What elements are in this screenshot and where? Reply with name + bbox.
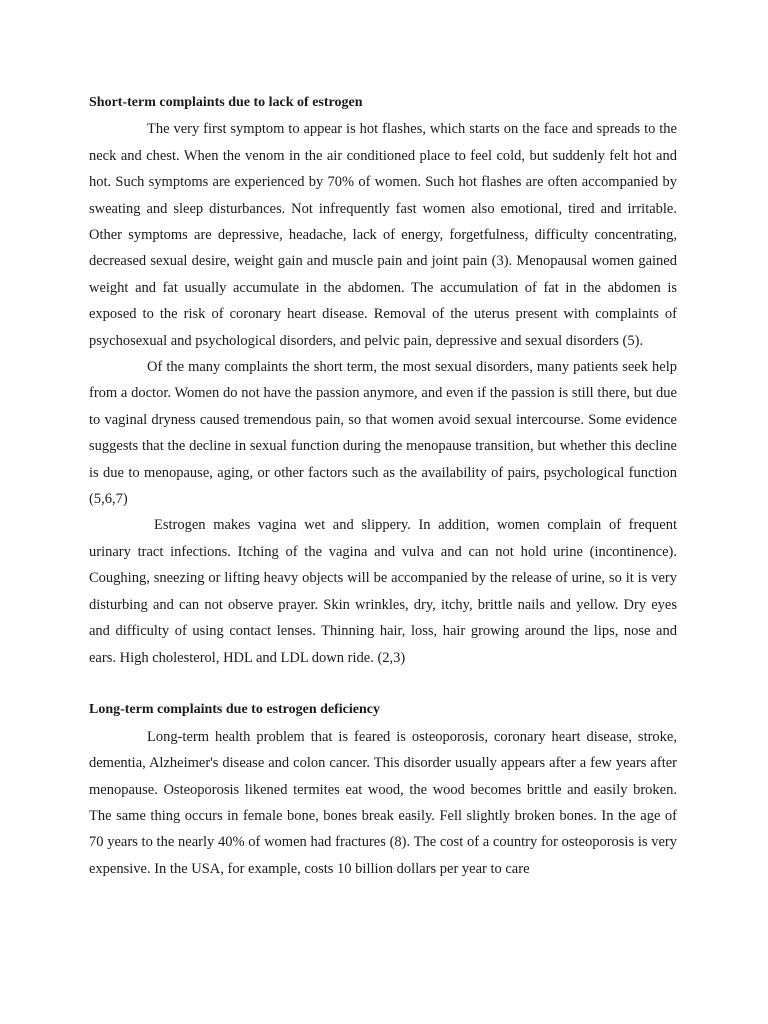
document-body [89,90,677,882]
paragraph-estrogen-effects: Estrogen makes vagina wet and slippery. In addition, women complain of frequent urinary tract infections. Itching of the vagina and vulva and can not hold urine (incontinence). Coughing, sneezing or lifting heavy objects will be accompanied by the release of urine, so it is very disturbing and can not observe prayer. Skin wrinkles, dry, itchy, brittle nails and yellow. Dry eyes and difficulty of using contact lenses. Thinning hair, loss, hair growing around the lips, nose and ears. High cholesterol, HDL and LDL down ride. (2,3) [89,517,677,666]
paragraph-hot-flashes: The very first symptom to appear is hot flashes, which starts on the face and spreads to the neck and chest. When the venom in the air conditioned place to feel cold, but suddenly felt hot and hot. Such symptoms are experienced by 70% of women. Such hot flashes are often accompanied by sweating and sleep disturbances. Not infrequently fast women also emotional, tired and irritable. Other symptoms are depressive, headache, lack of energy, forgetfulness, difficulty concentrating, decreased sexual desire, weight gain and muscle pain and joint pain (3). Menopausal women gained weight and fat usually accumulate in the abdomen. The accumulation of fat in the abdomen is exposed to the risk of coronary heart disease. Removal of the uterus present with complaints of psychosexual and psychological disorders, and pelvic pain, depressive and sexual disorders (5). [89,121,677,349]
section-spacer [89,671,677,697]
paragraph-osteoporosis: Long-term health problem that is feared is osteoporosis, coronary heart disease, stroke, dementia, Alzheimer's disease and colon cancer. This disorder usually appears after a few years after menopause. Osteoporosis likened termites eat wood, the wood becomes brittle and easily broken. The same thing occurs in female bone, bones break easily. Fell slightly broken bones. In the age of 70 years to the nearly 40% of women had fractures (8). The cost of a country for osteoporosis is very expensive. In the USA, for example, costs 10 billion dollars per year to care [89,728,677,877]
section-heading-long-term: Long-term complaints due to estrogen deficiency [89,702,380,718]
paragraph-sexual-disorders: Of the many complaints the short term, the most sexual disorders, many patients seek help from a doctor. Women do not have the passion anymore, and even if the passion is still there, but due to vaginal dryness caused tremendous pain, so that women avoid sexual intercourse. Some evidence suggests that the decline in sexual function during the menopause transition, but whether this decline is due to menopause, aging, or other factors such as the availability of pairs, psychological function (5,6,7) [89,359,677,508]
section-heading-short-term: Short-term complaints due to lack of estrogen [89,95,363,110]
